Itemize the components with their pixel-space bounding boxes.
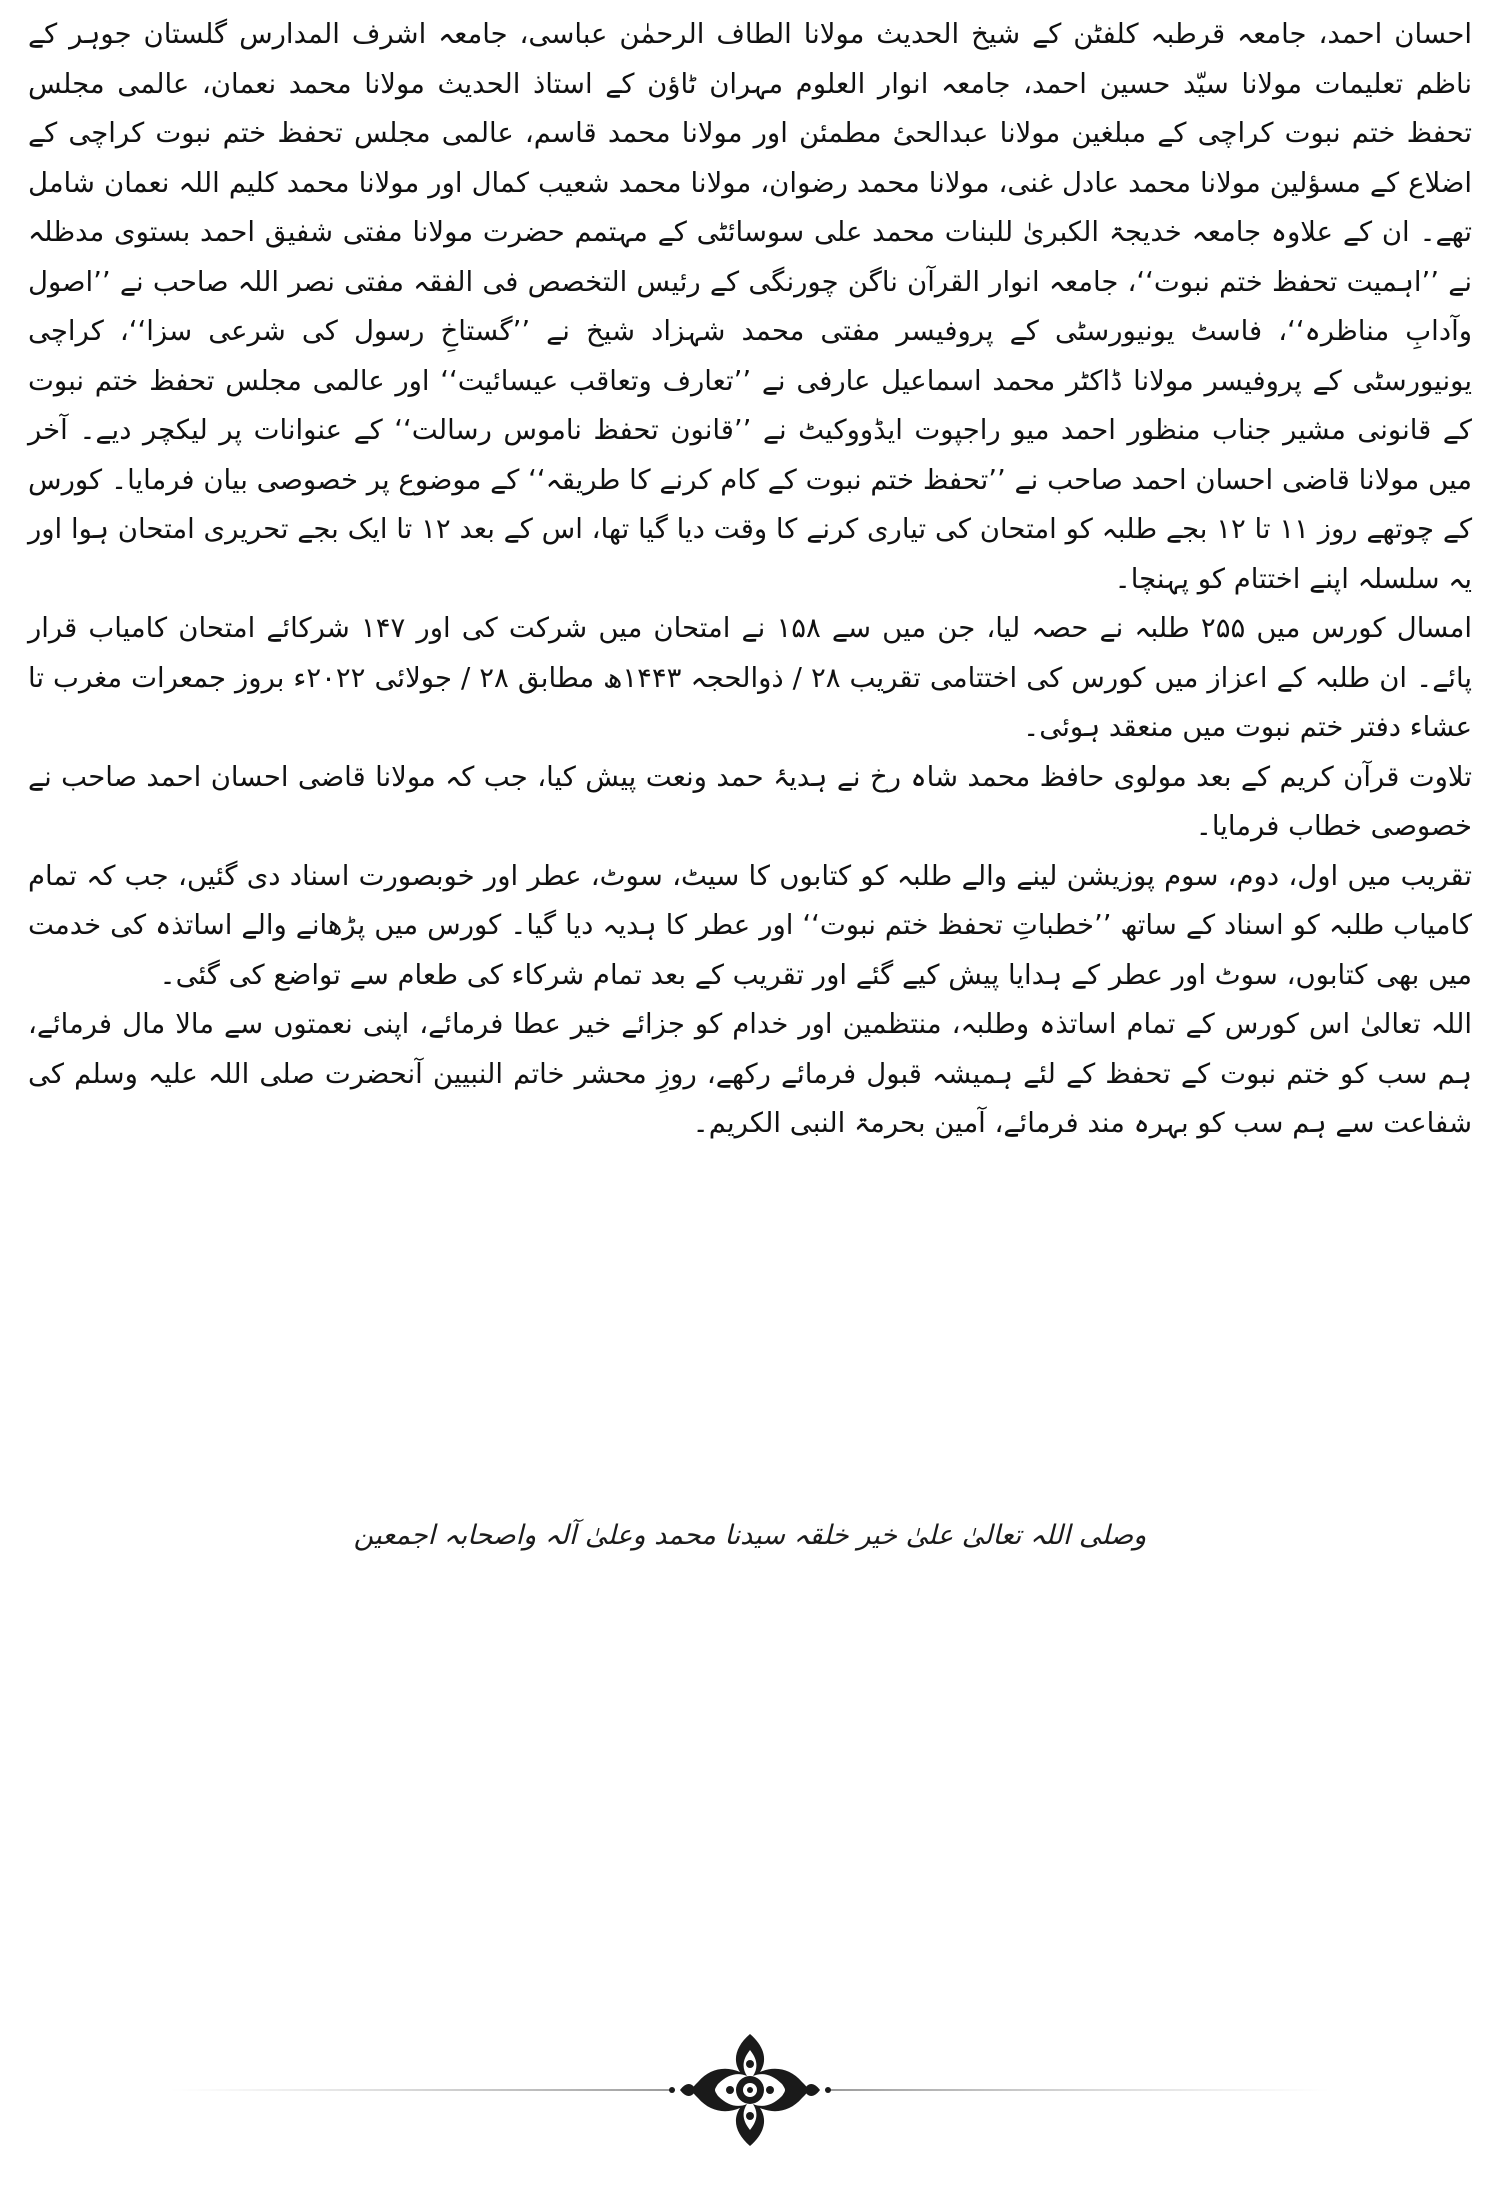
article-paragraph-2: امسال کورس میں ۲۵۵ طلبہ نے حصہ لیا، جن میں سے ۱۵۸ نے امتحان میں شرکت کی اور ۱۴۷ شرکائے امتحان کامیاب قرار پائے۔ ان طلبہ کے اعزاز میں کورس کی اختتامی تقریب ۲۸ / ذوالحجہ ۱۴۴۳ھ مطابق ۲۸ / جولائی ۲۰۲۲ء بروز جمعرات مغرب تا عشاء دفتر ختم نبوت میں منعقد ہوئی۔ (28, 612, 1472, 743)
ornament-medallion (669, 2034, 831, 2146)
page-end-ornament (150, 2030, 1350, 2150)
closing-benediction: وصلی اللہ تعالیٰ علیٰ خیر خلقہ سیدنا محمد وعلیٰ آلہ واصحابہ اجمعین (353, 1520, 1147, 1551)
ornament-rule-left (170, 2089, 675, 2091)
article-paragraph-3: تلاوت قرآن کریم کے بعد مولوی حافظ محمد شاہ رخ نے ہدیۂ حمد ونعت پیش کیا، جب کہ مولانا قاضی احسان احمد صاحب نے خصوصی خطاب فرمایا۔ (28, 760, 1472, 842)
floral-ornament-icon (150, 2030, 1350, 2150)
article-paragraph-5: اللہ تعالیٰ اس کورس کے تمام اساتذہ وطلبہ، منتظمین اور خدام کو جزائے خیر عطا فرمائے، اپنی نعمتوں سے مالا مال فرمائے، ہم سب کو ختم نبوت کے تحفظ کے لئے ہمیشہ قبول فرمائے رکھے، روزِ محشر خاتم النبیین آنحضرت صلی اللہ علیہ وسلم کی شفاعت سے ہم سب کو بہرہ مند فرمائے، آمین بحرمۃ النبی الکریم۔ (28, 1008, 1472, 1139)
article-paragraph-1: احسان احمد، جامعہ قرطبہ کلفٹن کے شیخ الحدیث مولانا الطاف الرحمٰن عباسی، جامعہ اشرف المدارس گلستان جوہر کے ناظم تعلیمات مولانا سیّد حسین احمد، جامعہ انوار العلوم مہران ٹاؤن کے استاذ الحدیث مولانا محمد نعمان، عالمی مجلس تحفظ ختم نبوت کراچی کے مبلغین مولانا عبدالحیٔ مطمئن اور مولانا محمد قاسم، عالمی مجلس تحفظ ختم نبوت کراچی کے اضلاع کے مسؤلین مولانا محمد عادل غنی، مولانا محمد رضوان، مولانا محمد شعیب کمال اور مولانا محمد کلیم اللہ نعمان شامل تھے۔ ان کے علاوہ جامعہ خدیجۃ الکبریٰ للبنات محمد علی سوسائٹی کے مہتمم حضرت مولانا مفتی شفیق احمد بستوی مدظلہ نے ’’اہمیت تحفظ ختم نبوت‘‘، جامعہ انوار القرآن ناگن چورنگی کے رئیس التخصص فی الفقہ مفتی نصر اللہ صاحب نے ’’اصول وآدابِ مناظرہ‘‘، فاسٹ یونیورسٹی کے پروفیسر مفتی محمد شہزاد شیخ نے ’’گستاخِ رسول کی شرعی سزا‘‘، کراچی یونیورسٹی کے پروفیسر مولانا ڈاکٹر محمد اسماعیل عارفی نے ’’تعارف وتعاقب عیسائیت‘‘ اور عالمی مجلس تحفظ ختم نبوت کے قانونی مشیر جناب منظور احمد میو راجپوت ایڈووکیٹ نے ’’قانون تحفظ ناموس رسالت‘‘ کے عنوانات پر لیکچر دیے۔ آخر میں مولانا قاضی احسان احمد صاحب نے ’’تحفظ ختم نبوت کے کام کرنے کا طریقہ‘‘ کے موضوع پر خصوصی بیان فرمایا۔ کورس کے چوتھے روز ۱۱ تا ۱۲ بجے طلبہ کو امتحان کی تیاری کرنے کا وقت دیا گیا تھا، اس کے بعد ۱۲ تا ایک بجے تحریری امتحان ہوا اور یہ سلسلہ اپنے اختتام کو پہنچا۔ (28, 18, 1473, 595)
article-body (28, 10, 1472, 1149)
ornament-rule-right (825, 2089, 1330, 2091)
article-paragraph-4: تقریب میں اول، دوم، سوم پوزیشن لینے والے طلبہ کو کتابوں کا سیٹ، سوٹ، عطر اور خوبصورت اسناد دی گئیں، جب کہ تمام کامیاب طلبہ کو اسناد کے ساتھ ’’خطباتِ تحفظ ختم نبوت‘‘ اور عطر کا ہدیہ دیا گیا۔ کورس میں پڑھانے والے اساتذہ کی خدمت میں بھی کتابوں، سوٹ اور عطر کے ہدایا پیش کیے گئے اور تقریب کے بعد تمام شرکاء کی طعام سے تواضع کی گئی۔ (28, 859, 1472, 991)
